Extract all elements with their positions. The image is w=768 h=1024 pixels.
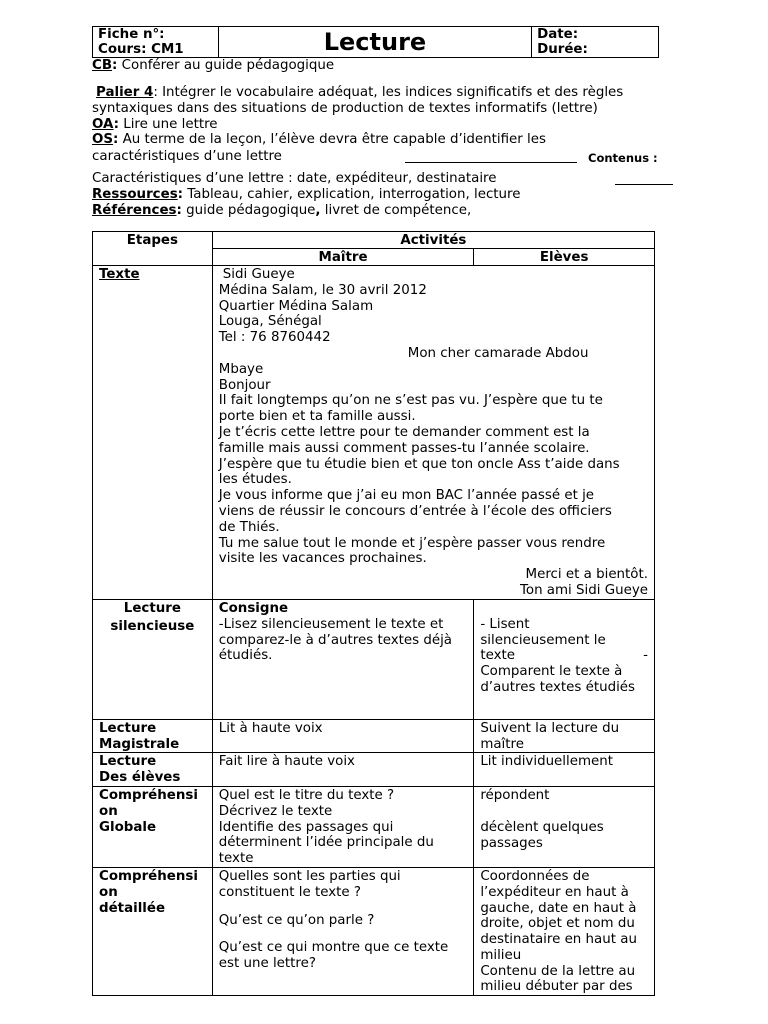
eleves-line: maître bbox=[480, 736, 524, 752]
etape-comprehension-detaillee bbox=[93, 867, 213, 995]
etape-label: Des élèves bbox=[99, 770, 181, 786]
eleves-cell bbox=[474, 867, 655, 995]
table-row bbox=[93, 786, 655, 867]
contenus-label: Contenus : bbox=[588, 151, 658, 165]
contenus-text: Caractéristiques d’une lettre : date, expéditeur, destinataire bbox=[92, 171, 497, 186]
maitre-line: étudiés. bbox=[218, 648, 273, 664]
letter-line: Merci et a bientôt. bbox=[525, 567, 648, 583]
table-row bbox=[93, 599, 655, 719]
duree-label: Durée: bbox=[537, 42, 588, 57]
maitre-line: Quelles sont les parties qui bbox=[218, 868, 401, 884]
letter-line: famille mais aussi comment passes-tu l’année scolaire. bbox=[218, 440, 590, 456]
eleves-line: destinataire en haut au bbox=[480, 932, 637, 948]
os-line: OS: Au terme de la leçon, l’élève devra être capable d’identifier les bbox=[92, 132, 546, 147]
cb-line: CB: Conférer au guide pédagogique bbox=[92, 58, 335, 73]
letter-text bbox=[212, 266, 654, 600]
letter-line: J’espère que tu étudie bien et que ton oncle Ass t’aide dans bbox=[218, 456, 620, 472]
table-row bbox=[93, 753, 655, 787]
col-maitre: Maître bbox=[212, 249, 474, 266]
letter-line: Quartier Médina Salam bbox=[218, 298, 374, 314]
etape-label: détaillée bbox=[99, 900, 166, 916]
eleves-line: Comparent le texte à bbox=[480, 664, 623, 680]
maitre-line: -Lisez silencieusement le texte et bbox=[218, 616, 444, 632]
cb-label: CB bbox=[92, 58, 113, 73]
fiche-label: Fiche n°: bbox=[98, 27, 165, 42]
eleves-cell bbox=[474, 719, 655, 753]
etape-label: Globale bbox=[99, 819, 157, 835]
eleves-line: gauche, date en haut à bbox=[480, 900, 637, 916]
eleves-dash: - bbox=[643, 648, 648, 664]
letter-line: Sidi Gueye bbox=[222, 267, 295, 282]
eleves-line: d’autres textes étudiés bbox=[480, 679, 636, 695]
letter-line: visite les vacances prochaines. bbox=[218, 551, 427, 567]
letter-line: Bonjour bbox=[218, 377, 271, 393]
etape-label: Compréhensi bbox=[99, 787, 198, 803]
os-label: OS bbox=[92, 132, 114, 147]
palier-line-2: syntaxiques dans des situations de production de textes informatifs (lettre) bbox=[92, 101, 598, 116]
maitre-line: Identifie des passages qui bbox=[218, 819, 394, 835]
os-text-1: Au terme de la leçon, l’élève devra être capable d’identifier les bbox=[118, 132, 546, 147]
divider-line-2 bbox=[615, 184, 673, 185]
letter-line: Je t’écris cette lettre pour te demander comment est la bbox=[218, 424, 590, 440]
letter-line: viens de réussir le concours d’entrée à l’école des officiers bbox=[218, 503, 612, 519]
maitre-cell bbox=[212, 786, 474, 867]
table-row bbox=[93, 266, 655, 600]
fiche-cell bbox=[93, 27, 219, 58]
etape-lecture-eleves bbox=[93, 753, 213, 787]
palier-text-1: : Intégrer le vocabulaire adéquat, les indices significatifs et des règles bbox=[153, 85, 624, 100]
letter-line: Je vous informe que j’ai eu mon BAC l’année passé et je bbox=[218, 488, 595, 504]
maitre-line: comparez-le à d’autres textes déjà bbox=[218, 632, 453, 648]
letter-line: Médina Salam, le 30 avril 2012 bbox=[218, 282, 427, 298]
eleves-cell bbox=[474, 786, 655, 867]
eleves-line: l’expéditeur en haut à bbox=[480, 884, 629, 900]
eleves-line: - Lisent bbox=[480, 616, 530, 632]
table-row bbox=[93, 867, 655, 995]
eleves-line: milieu débuter par des bbox=[480, 979, 633, 995]
eleves-line: répondent bbox=[480, 787, 550, 803]
etape-comprehension-globale bbox=[93, 786, 213, 867]
oa-text: Lire une lettre bbox=[119, 117, 218, 132]
references-text-2: livret de compétence, bbox=[320, 203, 472, 218]
etape-label: Lecture bbox=[99, 720, 157, 736]
eleves-word: texte bbox=[480, 648, 515, 664]
oa-line: OA: Lire une lettre bbox=[92, 117, 218, 132]
etape-label: silencieuse bbox=[110, 618, 195, 634]
etape-lecture-silencieuse bbox=[93, 599, 213, 719]
letter-line: Ton ami Sidi Gueye bbox=[519, 582, 648, 598]
maitre-line: déterminent l’idée principale du bbox=[218, 835, 434, 851]
eleves-line: Lit individuellement bbox=[480, 754, 613, 770]
maitre-cell bbox=[212, 599, 474, 719]
eleves-line bbox=[480, 648, 648, 664]
etape-lecture-magistrale bbox=[93, 719, 213, 753]
etape-label: on bbox=[99, 884, 118, 900]
cb-text: Conférer au guide pédagogique bbox=[117, 58, 335, 73]
activities-table bbox=[92, 231, 655, 996]
etape-label: on bbox=[99, 803, 118, 819]
header-table bbox=[92, 26, 659, 58]
maitre-line: Décrivez le texte bbox=[218, 803, 333, 819]
letter-line: Mon cher camarade Abdou bbox=[407, 345, 589, 361]
eleves-line: droite, objet et nom du bbox=[480, 916, 635, 932]
letter-line: de Thiés. bbox=[218, 519, 280, 535]
maitre-line: Fait lire à haute voix bbox=[218, 754, 355, 770]
date-cell bbox=[532, 27, 659, 58]
maitre-line: Qu’est ce qu’on parle ? bbox=[218, 912, 375, 928]
maitre-cell bbox=[212, 753, 474, 787]
ressources-text: Tableau, cahier, explication, interrogation, lecture bbox=[183, 187, 521, 202]
eleves-line: Coordonnées de bbox=[480, 868, 590, 884]
maitre-line: Lit à haute voix bbox=[218, 720, 323, 736]
ressources-label: Ressources bbox=[92, 187, 178, 202]
cours-label: Cours: CM1 bbox=[98, 42, 184, 57]
maitre-line: texte bbox=[218, 851, 254, 867]
maitre-cell bbox=[212, 719, 474, 753]
letter-line: Tu me salue tout le monde et j’espère passer vous rendre bbox=[218, 535, 606, 551]
col-activites: Activités bbox=[212, 232, 654, 249]
letter-line: Il fait longtemps qu’on ne s’est pas vu. J’espère que tu te bbox=[218, 393, 603, 409]
eleves-line: passages bbox=[480, 835, 543, 851]
maitre-line: Quel est le titre du texte ? bbox=[218, 787, 395, 803]
references-line: Références: guide pédagogique, livret de compétence, bbox=[92, 203, 472, 218]
divider-line bbox=[405, 162, 577, 163]
date-label: Date: bbox=[537, 27, 579, 42]
etape-label: Lecture bbox=[99, 754, 157, 770]
letter-line: Mbaye bbox=[218, 361, 264, 377]
maitre-line: constituent le texte ? bbox=[218, 884, 361, 900]
eleves-cell bbox=[474, 753, 655, 787]
references-text: guide pédagogique bbox=[181, 203, 316, 218]
col-etapes: Etapes bbox=[93, 232, 213, 266]
letter-line: les études. bbox=[218, 472, 292, 488]
eleves-line: Suivent la lecture du bbox=[480, 720, 620, 736]
letter-line: porte bien et ta famille aussi. bbox=[218, 409, 416, 425]
maitre-cell bbox=[212, 867, 474, 995]
maitre-line: est une lettre? bbox=[218, 956, 316, 972]
etape-label: Magistrale bbox=[99, 736, 180, 752]
page-title: Lecture bbox=[218, 27, 531, 58]
palier-line bbox=[96, 85, 623, 101]
palier-label: Palier 4 bbox=[96, 85, 154, 100]
maitre-line: Qu’est ce qui montre que ce texte bbox=[218, 940, 449, 956]
ressources-line: Ressources: Tableau, cahier, explication, interrogation, lecture bbox=[92, 187, 521, 202]
eleves-line: milieu bbox=[480, 947, 522, 963]
eleves-cell bbox=[474, 599, 655, 719]
table-row bbox=[93, 719, 655, 753]
eleves-line: silencieusement le bbox=[480, 632, 606, 648]
etape-texte: Texte bbox=[93, 266, 213, 600]
etape-label: Lecture bbox=[123, 600, 181, 616]
consigne-title: Consigne bbox=[218, 600, 289, 616]
letter-line: Tel : 76 8760442 bbox=[218, 330, 331, 346]
eleves-line: Contenu de la lettre au bbox=[480, 963, 636, 979]
eleves-line: décèlent quelques bbox=[480, 819, 604, 835]
references-label: Références bbox=[92, 203, 177, 218]
oa-label: OA bbox=[92, 117, 114, 132]
letter-line: Louga, Sénégal bbox=[218, 314, 322, 330]
col-eleves: Elèves bbox=[474, 249, 655, 266]
os-line-2: caractéristiques d’une lettre bbox=[92, 149, 282, 164]
etape-label: Compréhensi bbox=[99, 868, 198, 884]
